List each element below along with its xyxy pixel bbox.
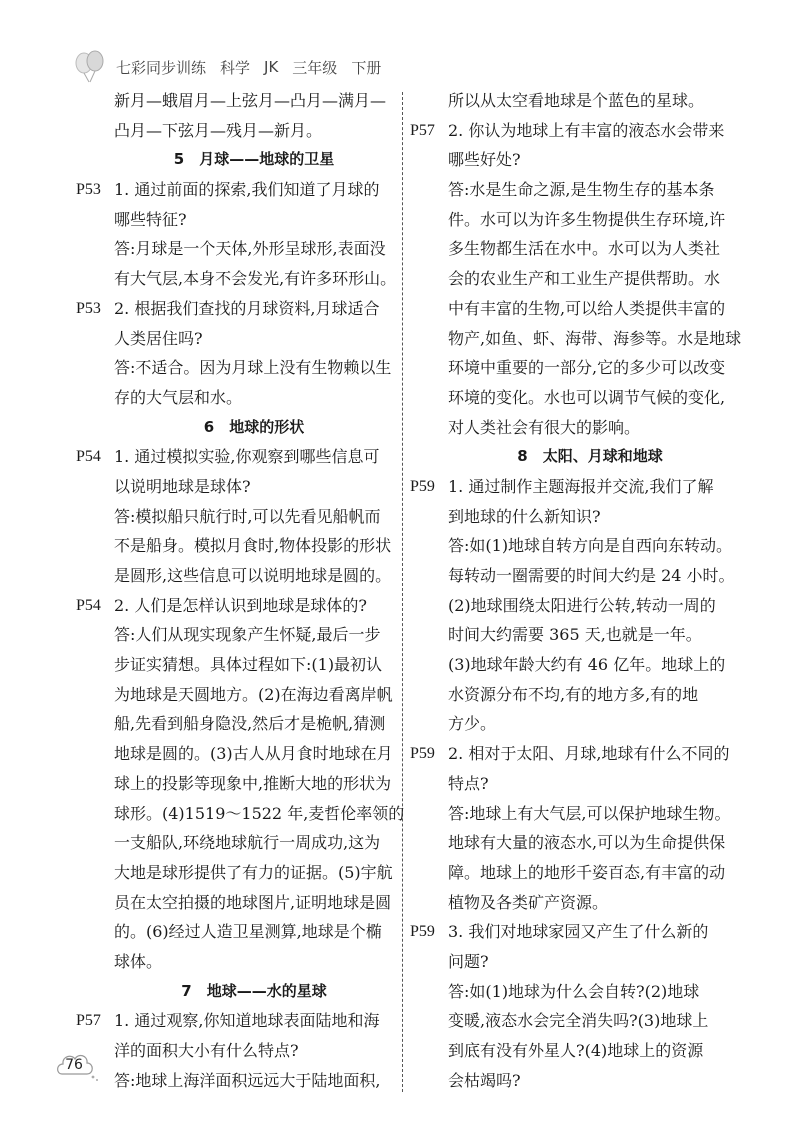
page-reference: P57 bbox=[76, 1012, 101, 1030]
line-text: 2. 根据我们查找的月球资料,月球适合 bbox=[114, 298, 380, 318]
line-text: 不是船身。模拟月食时,物体投影的形状 bbox=[114, 536, 392, 556]
section-title: 7 地球——水的星球 bbox=[181, 981, 327, 1000]
line-text: 物产,如鱼、虾、海带、海参等。水是地球 bbox=[448, 328, 742, 348]
line-text: 时间大约需要 365 天,也就是一年。 bbox=[448, 625, 702, 645]
line-text: 1. 通过模拟实验,你观察到哪些信息可 bbox=[114, 447, 380, 467]
line-text: 件。水可以为许多生物提供生存环境,许 bbox=[448, 209, 726, 229]
text-line bbox=[410, 650, 732, 680]
text-line bbox=[410, 294, 732, 324]
text-line bbox=[76, 502, 394, 532]
question-line bbox=[410, 472, 732, 502]
line-text: 1. 通过前面的探索,我们知道了月球的 bbox=[114, 180, 380, 200]
text-line bbox=[410, 799, 732, 829]
text-line bbox=[76, 888, 394, 918]
line-text: (3)地球年龄大约有 46 亿年。地球上的 bbox=[448, 655, 726, 675]
line-text: 2. 相对于太阳、月球,地球有什么不同的 bbox=[448, 744, 730, 764]
line-text: 答:月球是一个天体,外形呈球形,表面没 bbox=[114, 239, 386, 259]
line-text: 步证实猜想。具体过程如下:(1)最初认 bbox=[114, 655, 383, 675]
edition-label: JK bbox=[264, 58, 279, 76]
question-line bbox=[410, 739, 732, 769]
text-line bbox=[76, 383, 394, 413]
text-line bbox=[76, 86, 394, 116]
text-line bbox=[410, 175, 732, 205]
text-line bbox=[410, 353, 732, 383]
line-text: 到底有没有外星人?(4)地球上的资源 bbox=[448, 1041, 704, 1060]
line-text: 大地是球形提供了有力的证据。(5)宇航 bbox=[114, 862, 393, 882]
line-text: 问题? bbox=[448, 951, 489, 971]
text-line bbox=[76, 947, 394, 977]
grade-label: 三年级 bbox=[292, 58, 338, 77]
text-line bbox=[410, 1066, 732, 1096]
volume-label: 下册 bbox=[351, 58, 382, 77]
line-text: 2. 人们是怎样认识到地球是球体的? bbox=[114, 595, 367, 615]
line-text: 答:如(1)地球自转方向是自西向东转动。 bbox=[448, 536, 733, 556]
line-text: 水资源分布不均,有的地方多,有的地 bbox=[448, 684, 699, 704]
line-text: 答:水是生命之源,是生物生存的基本条 bbox=[448, 180, 715, 200]
text-line bbox=[410, 383, 732, 413]
text-line bbox=[410, 234, 732, 264]
line-text: 变暖,液态水会完全消失吗?(3)地球上 bbox=[448, 1011, 709, 1031]
line-text: 人类居住吗? bbox=[114, 328, 203, 348]
line-text: 到地球的什么新知识? bbox=[448, 506, 601, 526]
question-line bbox=[76, 175, 394, 205]
line-text: 地球是圆的。(3)古人从月食时地球在月 bbox=[114, 744, 393, 764]
section-title: 8 太阳、月球和地球 bbox=[517, 447, 663, 466]
line-text: 地球有大量的液态水,可以为生命提供保 bbox=[448, 833, 726, 853]
line-text: 多生物都生活在水中。水可以为人类社 bbox=[448, 239, 721, 259]
text-line bbox=[410, 947, 732, 977]
line-text: 中有丰富的生物,可以给人类提供丰富的 bbox=[448, 298, 726, 318]
line-text: 凸月—下弦月—残月—新月。 bbox=[114, 120, 323, 140]
column-divider bbox=[402, 92, 403, 1092]
text-line bbox=[76, 709, 394, 739]
question-line bbox=[410, 917, 732, 947]
page-reference: P59 bbox=[410, 477, 435, 495]
text-line bbox=[410, 828, 732, 858]
text-line bbox=[76, 561, 394, 591]
line-text: 会的农业生产和工业生产提供帮助。水 bbox=[448, 269, 721, 289]
line-text: 植物及各类矿产资源。 bbox=[448, 892, 609, 912]
line-text: 3. 我们对地球家园又产生了什么新的 bbox=[448, 922, 709, 942]
line-text: 答:人们从现实现象产生怀疑,最后一步 bbox=[114, 625, 381, 645]
text-line bbox=[76, 739, 394, 769]
text-line bbox=[410, 888, 732, 918]
text-line bbox=[410, 502, 732, 532]
section-title: 5 月球——地球的卫星 bbox=[173, 150, 335, 169]
text-line bbox=[410, 531, 732, 561]
line-text: 答:不适合。因为月球上没有生物赖以生 bbox=[114, 358, 392, 378]
text-line bbox=[410, 858, 732, 888]
line-text: 一支船队,环绕地球航行一周成功,这为 bbox=[114, 833, 381, 853]
text-line bbox=[410, 86, 732, 116]
text-line bbox=[410, 413, 732, 443]
text-line bbox=[76, 264, 397, 294]
text-line bbox=[76, 116, 394, 146]
text-line bbox=[410, 709, 732, 739]
line-text: (2)地球围绕太阳进行公转,转动一周的 bbox=[448, 595, 716, 615]
line-text: 是圆形,这些信息可以说明地球是圆的。 bbox=[114, 566, 392, 585]
line-text: 障。地球上的地形千姿百态,有丰富的动 bbox=[448, 862, 726, 882]
page-header bbox=[72, 50, 492, 84]
line-text: 会枯竭吗? bbox=[448, 1070, 521, 1090]
line-text: 为地球是天圆地方。(2)在海边看离岸帆 bbox=[114, 684, 393, 704]
line-text: 新月—蛾眉月—上弦月—凸月—满月— bbox=[114, 91, 387, 110]
page-reference: P59 bbox=[410, 745, 435, 763]
text-line bbox=[76, 205, 394, 235]
text-line bbox=[76, 531, 394, 561]
question-line bbox=[76, 294, 394, 324]
text-line bbox=[410, 620, 732, 650]
text-line bbox=[410, 591, 732, 621]
line-text: 1. 通过观察,你知道地球表面陆地和海 bbox=[114, 1011, 380, 1031]
text-line bbox=[76, 828, 394, 858]
line-text: 存的大气层和水。 bbox=[114, 387, 243, 407]
line-text: 哪些好处? bbox=[448, 150, 521, 170]
line-text: 答:模拟船只航行时,可以先看见船帆而 bbox=[114, 506, 381, 526]
text-line bbox=[410, 769, 732, 799]
question-line bbox=[76, 442, 394, 472]
text-line bbox=[410, 1036, 732, 1066]
text-line bbox=[76, 858, 394, 888]
line-text: 球形。(4)1519～1522 年,麦哲伦率领的 bbox=[114, 803, 405, 823]
line-text: 所以从太空看地球是个蓝色的星球。 bbox=[448, 91, 705, 110]
page-number: 76 bbox=[65, 1057, 83, 1073]
line-text: 方少。 bbox=[448, 714, 497, 734]
text-line bbox=[410, 1006, 732, 1036]
line-text: 有大气层,本身不会发光,有许多环形山。 bbox=[114, 269, 397, 289]
line-text: 员在太空拍摄的地球图片,证明地球是圆 bbox=[114, 892, 392, 912]
text-line bbox=[410, 324, 742, 354]
line-text: 的。(6)经过人造卫星测算,地球是个椭 bbox=[114, 922, 382, 942]
line-text: 答:地球上海洋面积远远大于陆地面积, bbox=[114, 1070, 381, 1090]
text-line bbox=[410, 145, 732, 175]
text-line bbox=[410, 264, 732, 294]
page-reference: P57 bbox=[410, 121, 435, 139]
line-text: 答:如(1)地球为什么会自转?(2)地球 bbox=[448, 981, 700, 1001]
line-text: 环境中重要的一部分,它的多少可以改变 bbox=[448, 358, 726, 378]
line-text: 环境的变化。水也可以调节气候的变化, bbox=[448, 387, 726, 407]
line-text: 对人类社会有很大的影响。 bbox=[448, 417, 641, 437]
series-title: 七彩同步训练 bbox=[116, 58, 207, 77]
line-text: 以说明地球是球体? bbox=[114, 476, 251, 496]
page-reference: P54 bbox=[76, 448, 101, 466]
page-reference: P53 bbox=[76, 299, 101, 317]
line-text: 球体。 bbox=[114, 951, 163, 971]
text-line bbox=[410, 205, 732, 235]
text-line bbox=[76, 1036, 394, 1066]
page-reference: P53 bbox=[76, 181, 101, 199]
line-text: 1. 通过制作主题海报并交流,我们了解 bbox=[448, 476, 714, 496]
question-line bbox=[76, 591, 394, 621]
line-text: 洋的面积大小有什么特点? bbox=[114, 1041, 299, 1060]
balloon-logo-icon bbox=[72, 50, 108, 84]
page-reference: P59 bbox=[410, 923, 435, 941]
text-line bbox=[76, 799, 405, 829]
page-reference: P54 bbox=[76, 596, 101, 614]
text-line bbox=[76, 769, 394, 799]
text-line bbox=[410, 977, 732, 1007]
text-line bbox=[76, 650, 394, 680]
line-text: 特点? bbox=[448, 773, 489, 793]
text-line bbox=[410, 561, 735, 591]
page-number-badge bbox=[54, 1046, 100, 1086]
text-line bbox=[410, 680, 732, 710]
text-line bbox=[76, 620, 394, 650]
question-line bbox=[410, 116, 732, 146]
line-text: 每转动一圈需要的时间大约是 24 小时。 bbox=[448, 566, 735, 585]
line-text: 哪些特征? bbox=[114, 209, 187, 229]
subject-label: 科学 bbox=[220, 58, 251, 77]
line-text: 船,先看到船身隐没,然后才是桅帆,猜测 bbox=[114, 714, 386, 734]
line-text: 答:地球上有大气层,可以保护地球生物。 bbox=[448, 803, 731, 823]
text-line bbox=[76, 353, 394, 383]
question-line bbox=[76, 1006, 394, 1036]
text-line bbox=[76, 1066, 394, 1096]
text-line bbox=[76, 680, 394, 710]
line-text: 2. 你认为地球上有丰富的液态水会带来 bbox=[448, 120, 725, 140]
text-line bbox=[76, 234, 394, 264]
right-column bbox=[410, 86, 742, 1095]
text-line bbox=[76, 324, 394, 354]
text-line bbox=[76, 472, 394, 502]
section-title: 6 地球的形状 bbox=[203, 417, 305, 436]
line-text: 球上的投影等现象中,推断大地的形状为 bbox=[114, 773, 392, 793]
left-column bbox=[76, 86, 405, 1095]
text-line bbox=[76, 917, 394, 947]
